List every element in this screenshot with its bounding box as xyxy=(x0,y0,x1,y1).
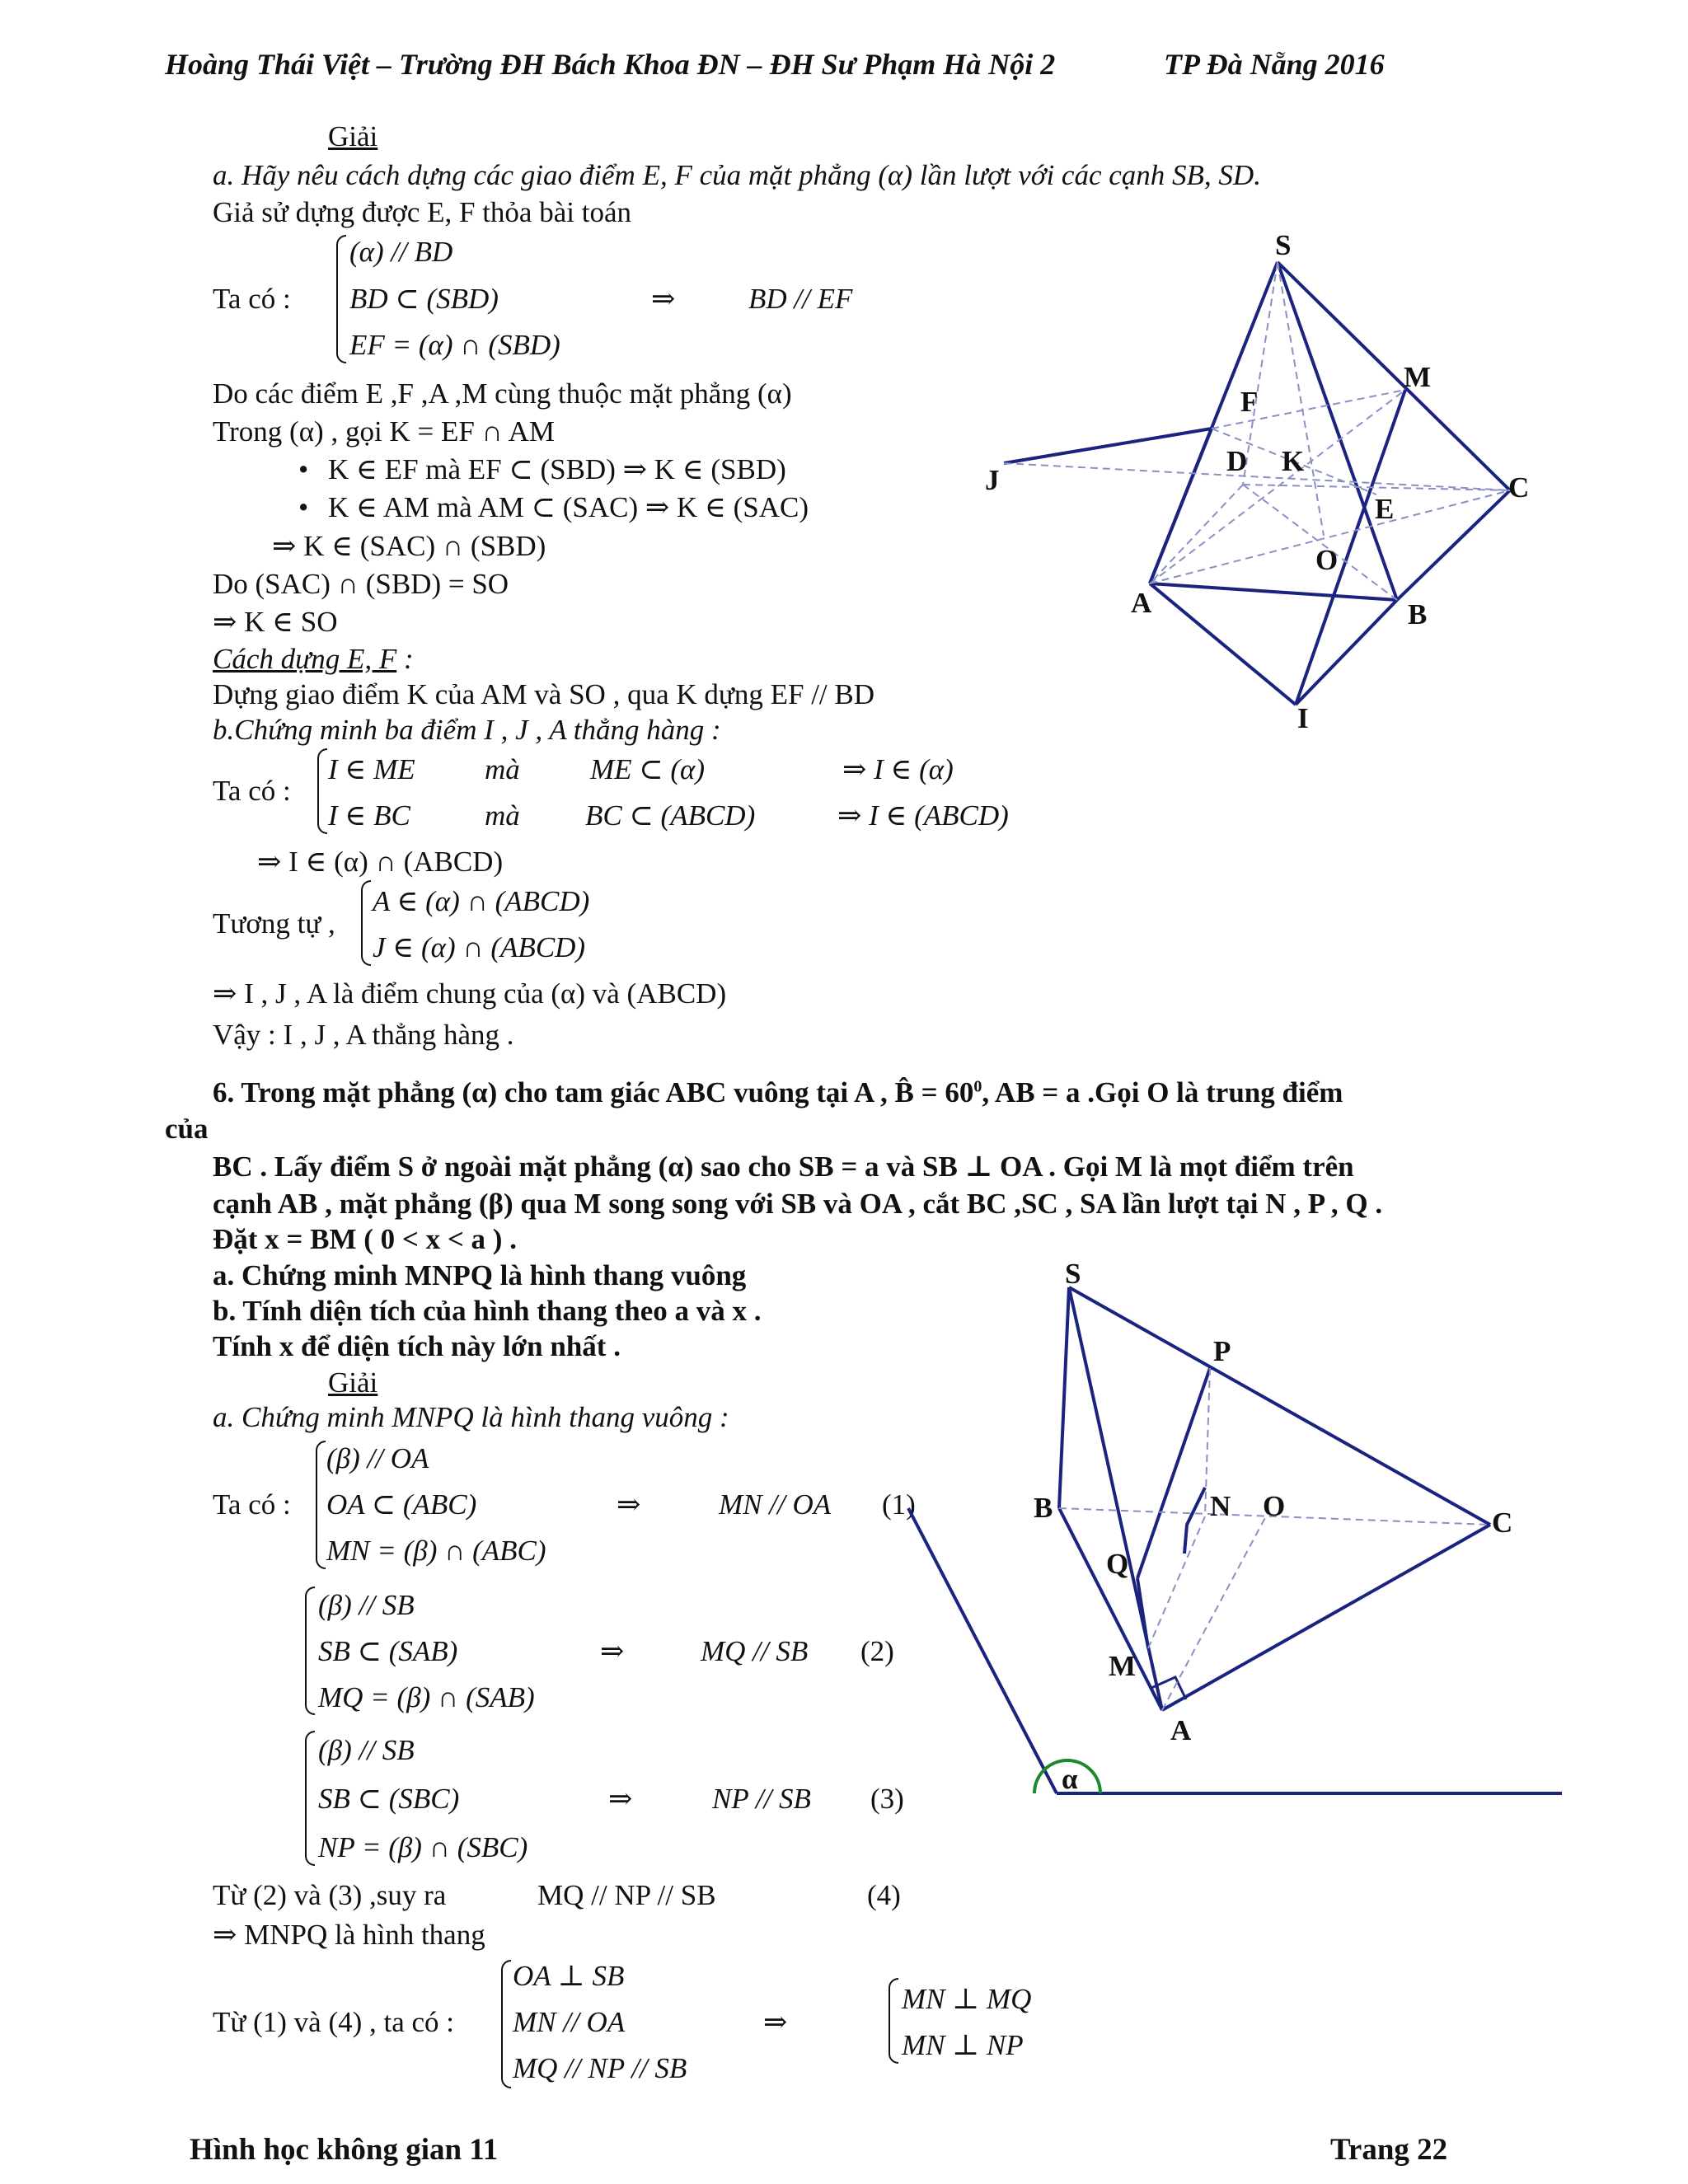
question-b-line2: Tính x để diện tích này lớn nhất . xyxy=(213,1330,621,1362)
edge-SA xyxy=(1150,262,1278,583)
taco-label: Ta có : xyxy=(213,1488,291,1521)
systemA-row2: OA ⊂ (ABC) xyxy=(326,1488,477,1521)
similar-label: Tương tự , xyxy=(213,907,335,940)
solution-heading: Giải xyxy=(328,120,378,152)
taco-label: Ta có : xyxy=(213,775,291,807)
edge-AB xyxy=(1150,583,1397,600)
system1-row1: (α) // BD xyxy=(349,236,453,268)
text-line: Từ (2) và (3) ,suy ra xyxy=(213,1879,447,1911)
system2-cell: mà xyxy=(485,753,520,785)
edge-SC xyxy=(1278,262,1510,490)
system3-row1: A ∈ (α) ∩ (ABCD) xyxy=(373,885,590,917)
point-label-B: B xyxy=(1034,1492,1053,1524)
eq-number: (1) xyxy=(882,1488,916,1521)
edge-SB xyxy=(1059,1287,1069,1508)
angle-label-alpha: α xyxy=(1062,1763,1078,1795)
systemA-result: MN // OA xyxy=(719,1488,832,1521)
point-label-A: A xyxy=(1131,587,1152,619)
line-AF xyxy=(1150,429,1212,583)
hidden-DB xyxy=(1243,485,1397,600)
point-label-B: B xyxy=(1408,598,1428,630)
problem6-title: 6. Trong mặt phẳng (α) cho tam giác ABC vuông tại A , B̂ = $60^0$, AB = a .Gọi O là trung điểm xyxy=(213,1076,1343,1108)
segment-QP xyxy=(1137,1368,1210,1578)
edge-SA xyxy=(1069,1287,1162,1710)
bullet-item: K ∈ AM mà AM ⊂ (SAC) ⇒ K ∈ (SAC) xyxy=(328,491,809,523)
question-a-title: a. Hãy nêu cách dựng các giao điểm E, F của mặt phẳng (α) lần lượt với các cạnh SB, SD. xyxy=(213,159,1261,191)
problem6-line: cạnh AB , mặt phẳng (β) qua M song song với SB và OA , cắt BC ,SC , SA lần lượt tại N , P , Q . xyxy=(213,1188,1383,1220)
system1-result: BD // EF xyxy=(748,283,853,315)
point-label-A: A xyxy=(1170,1714,1192,1746)
systemD-row1: OA ⊥ SB xyxy=(513,1960,625,1992)
implies-symbol: ⇒ xyxy=(600,1635,625,1667)
point-label-E: E xyxy=(1375,493,1395,525)
edge-BI xyxy=(1296,600,1397,705)
eq-number: (2) xyxy=(860,1635,894,1667)
point-label-M: M xyxy=(1109,1650,1137,1682)
point-label-S: S xyxy=(1065,1258,1081,1290)
plane-edge xyxy=(908,1508,1057,1793)
systemC-row1: (β) // SB xyxy=(318,1734,415,1766)
edge-SC xyxy=(1069,1287,1490,1525)
hidden-DC xyxy=(1243,485,1510,490)
point-label-Q: Q xyxy=(1106,1548,1129,1580)
text-line: Trong (α) , gọi K = EF ∩ AM xyxy=(213,415,556,448)
point-label-N: N xyxy=(1210,1490,1231,1522)
assumption-line: Giả sử dựng được E, F thỏa bài toán xyxy=(213,196,631,228)
solution-a-title: a. Chứng minh MNPQ là hình thang vuông : xyxy=(213,1401,729,1433)
bullet-item: K ∈ EF mà EF ⊂ (SBD) ⇒ K ∈ (SBD) xyxy=(328,453,786,485)
construction-heading: Cách dựng E, F : xyxy=(213,643,414,675)
system2-cell: ⇒ I ∈ (ABCD) xyxy=(837,799,1009,832)
hidden-JC xyxy=(1004,463,1510,490)
bullet-icon: • xyxy=(298,491,309,523)
implies-symbol: ⇒ xyxy=(608,1783,633,1815)
systemC-row3: NP = (β) ∩ (SBC) xyxy=(318,1831,528,1863)
text-line: ⇒ I ∈ (α) ∩ (ABCD) xyxy=(257,846,504,878)
header-place-year: TP Đà Nẵng 2016 xyxy=(1164,48,1385,81)
system2-cell: BC ⊂ (ABCD) xyxy=(585,799,756,832)
implies-symbol: ⇒ xyxy=(763,2006,788,2038)
point-label-K: K xyxy=(1282,445,1305,477)
bullet-icon: • xyxy=(298,453,309,485)
system2-cell: mà xyxy=(485,799,520,832)
implies-symbol: ⇒ xyxy=(617,1488,641,1521)
point-label-C: C xyxy=(1492,1507,1513,1539)
edge-AC xyxy=(1162,1525,1490,1710)
footer-subject: Hình học không gian 11 xyxy=(190,2133,499,2167)
problem6-title: của xyxy=(165,1113,209,1145)
system1-row2: BD ⊂ (SBD) xyxy=(349,283,499,315)
point-label-D: D xyxy=(1226,445,1248,477)
hidden-DA xyxy=(1150,485,1243,583)
system2-cell: I ∈ BC xyxy=(328,799,410,832)
taco-label: Ta có : xyxy=(213,283,291,315)
eq-number: (3) xyxy=(870,1783,904,1815)
point-label-M: M xyxy=(1404,361,1432,393)
line-JF xyxy=(1004,429,1212,463)
question-b: b. Tính diện tích của hình thang theo a và x . xyxy=(213,1295,762,1327)
segment-NP-marker xyxy=(1184,1488,1205,1554)
hidden-SD xyxy=(1243,262,1278,485)
systemE-row1: MN ⊥ MQ xyxy=(902,1983,1032,2015)
system-brace xyxy=(889,1978,898,2064)
edge-AI xyxy=(1150,583,1296,705)
point-label-J: J xyxy=(985,464,1000,496)
systemD-row2: MN // OA xyxy=(513,2006,626,2038)
text-line: Do (SAC) ∩ (SBD) = SO xyxy=(213,568,509,600)
text-line: ⇒ MNPQ là hình thang xyxy=(213,1919,485,1951)
header-author-line: Hoàng Thái Việt – Trường ĐH Bách Khoa ĐN – ĐH Sư Phạm Hà Nội 2 xyxy=(165,48,1056,81)
systemA-row3: MN = (β) ∩ (ABC) xyxy=(326,1535,546,1567)
text-line: ⇒ K ∈ SO xyxy=(213,606,338,638)
systemA-row1: (β) // OA xyxy=(326,1442,429,1474)
system1-row3: EF = (α) ∩ (SBD) xyxy=(349,329,560,361)
text-line: ⇒ K ∈ (SAC) ∩ (SBD) xyxy=(272,530,546,562)
text-line: Dựng giao điểm K của AM và SO , qua K dựng EF // BD xyxy=(213,678,875,710)
point-label-S: S xyxy=(1275,229,1292,261)
footer-page-number: Trang 22 xyxy=(1330,2133,1448,2167)
text-line: Từ (1) và (4) , ta có : xyxy=(213,2006,455,2038)
systemB-row1: (β) // SB xyxy=(318,1589,415,1621)
hidden-MN xyxy=(1148,1516,1205,1648)
systemB-result: MQ // SB xyxy=(701,1635,809,1667)
system-brace xyxy=(305,1731,315,1866)
point-label-O: O xyxy=(1315,544,1339,576)
systemB-row3: MQ = (β) ∩ (SAB) xyxy=(318,1681,535,1713)
system-brace xyxy=(336,235,346,363)
hidden-SO xyxy=(1278,262,1324,536)
edge-CB xyxy=(1397,490,1510,600)
systemD-row3: MQ // NP // SB xyxy=(513,2052,687,2084)
problem6-line: Đặt x = BM ( 0 < x < a ) . xyxy=(213,1223,517,1255)
systemC-result: NP // SB xyxy=(712,1783,811,1815)
system-brace xyxy=(501,1960,511,2088)
systemB-row2: SB ⊂ (SAB) xyxy=(318,1635,458,1667)
line-MI xyxy=(1296,390,1405,705)
text-line: MQ // NP // SB xyxy=(537,1879,716,1911)
hidden-AO xyxy=(1162,1513,1268,1710)
implies-symbol: ⇒ xyxy=(651,283,676,315)
conclusion-line: Vậy : I , J , A thẳng hàng . xyxy=(213,1019,514,1051)
systemC-row2: SB ⊂ (SBC) xyxy=(318,1783,460,1815)
point-label-I: I xyxy=(1297,702,1309,734)
point-label-P: P xyxy=(1213,1335,1231,1367)
system3-row2: J ∈ (α) ∩ (ABCD) xyxy=(373,931,586,963)
point-label-O: O xyxy=(1263,1490,1286,1522)
systemE-row2: MN ⊥ NP xyxy=(902,2029,1024,2061)
system2-cell: ⇒ I ∈ (α) xyxy=(842,753,954,785)
question-a: a. Chứng minh MNPQ là hình thang vuông xyxy=(213,1259,747,1291)
eq-number: (4) xyxy=(867,1879,901,1911)
system-brace xyxy=(361,880,371,966)
text-line: ⇒ I , J , A là điểm chung của (α) và (ABCD) xyxy=(213,977,727,1010)
solution-heading: Giải xyxy=(328,1366,378,1399)
system2-cell: I ∈ ME xyxy=(328,753,415,785)
system-brace xyxy=(316,1441,326,1569)
hidden-AM xyxy=(1150,390,1405,583)
system2-cell: ME ⊂ (α) xyxy=(590,753,706,785)
point-label-C: C xyxy=(1508,471,1530,504)
point-label-F: F xyxy=(1240,386,1259,418)
problem6-line: BC . Lấy điểm S ở ngoài mặt phẳng (α) sao cho SB = a và SB ⊥ OA . Gọi M là mọt điểm trên xyxy=(213,1151,1354,1183)
segment-QM xyxy=(1137,1578,1148,1648)
question-b-title: b.Chứng minh ba điểm I , J , A thẳng hàng : xyxy=(213,714,721,746)
system-brace xyxy=(317,748,327,834)
right-angle-mark xyxy=(1151,1677,1186,1710)
system-brace xyxy=(305,1586,315,1715)
text-line: Do các điểm E ,F ,A ,M cùng thuộc mặt phẳng (α) xyxy=(213,377,792,410)
